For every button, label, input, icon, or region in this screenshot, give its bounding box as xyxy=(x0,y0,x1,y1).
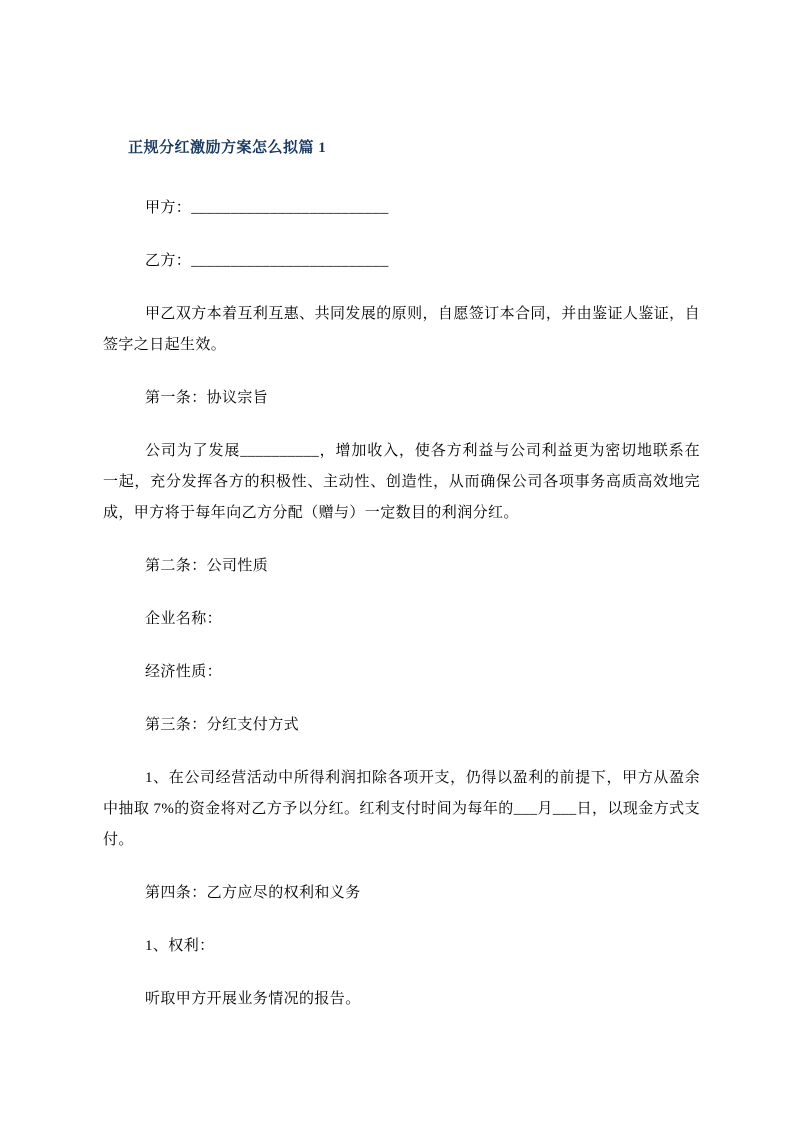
heading-article-3: 第三条：分红支付方式 xyxy=(145,717,300,733)
paragraph-party-b: 乙方：_________________________ xyxy=(145,253,389,269)
paragraph-preamble: 甲乙双方本着互利互惠、共同发展的原则，自愿签订本合同，并由鉴证人鉴证，自签字之日起生效。 xyxy=(103,306,700,353)
heading-article-2: 第二条：公司性质 xyxy=(145,558,269,574)
paragraph-article-3-body: 1、在公司经营活动中所得利润扣除各项开支，仍得以盈利的前提下，甲方从盈余中抽取 7%的资金将对乙方予以分红。红利支付时间为每年的___月___日，以现金方式支付。 xyxy=(103,770,700,848)
heading-article-4: 第四条：乙方应尽的权利和义务 xyxy=(145,885,361,901)
paragraph-rights-detail: 听取甲方开展业务情况的报告。 xyxy=(145,991,361,1007)
paragraph-rights-label: 1、权利： xyxy=(145,938,215,954)
paragraph-article-1-body: 公司为了发展__________，增加收入，使各方利益与公司利益更为密切地联系在一起，充分发挥各方的积极性、主动性、创造性，从而确保公司各项事务高质高效地完成，甲方将于每年向乙方分配（赠与）一定数目的利润分红。 xyxy=(103,443,700,521)
heading-article-1: 第一条：协议宗旨 xyxy=(145,390,269,406)
paragraph-party-a: 甲方：_________________________ xyxy=(145,200,389,216)
paragraph-company-name: 企业名称： xyxy=(145,611,223,627)
paragraph-economic-nature: 经济性质： xyxy=(145,664,223,680)
document-title: 正规分红激励方案怎么拟篇 1 xyxy=(128,140,327,156)
